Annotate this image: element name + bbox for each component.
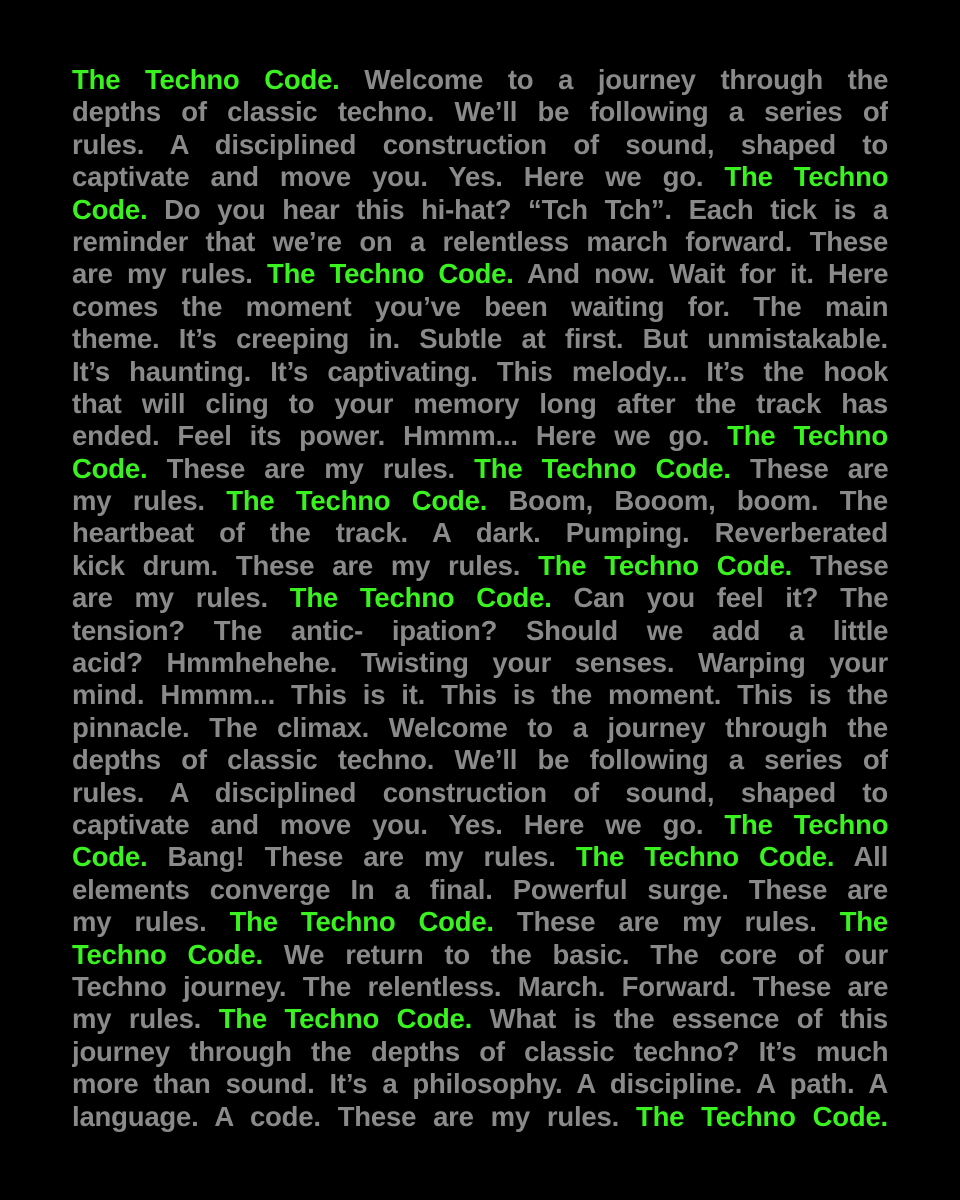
body-text: What is the essence of this [472, 1003, 888, 1035]
text-line [72, 64, 888, 96]
text-line [72, 129, 888, 161]
body-text: These are [730, 452, 888, 484]
text-line [72, 1036, 888, 1068]
highlighted-phrase: The Techno [727, 420, 888, 452]
highlighted-phrase: The Techno Code. [538, 549, 793, 581]
body-text: reminder that we’re on a relentless march forward. These [72, 225, 888, 257]
text-line [72, 582, 888, 614]
body-text: rules. A disciplined construction of sound, shaped to [72, 128, 888, 160]
text-line [72, 777, 888, 809]
text-line [72, 874, 888, 906]
highlighted-phrase: Code. [72, 452, 148, 484]
body-text: Bang! These are my rules. [147, 841, 576, 873]
body-text: depths of classic techno. We’ll be following a series of [72, 744, 888, 776]
highlighted-phrase: The Techno [724, 161, 888, 193]
highlighted-phrase: The [839, 906, 888, 938]
highlighted-phrase: The Techno Code. [218, 1003, 473, 1035]
highlighted-phrase: The Techno Code. [289, 582, 552, 614]
text-line [72, 258, 888, 290]
body-text: These [792, 549, 888, 581]
text-line [72, 226, 888, 258]
text-line [72, 809, 888, 841]
highlighted-phrase: Code. [72, 193, 148, 225]
body-text: my rules. [72, 906, 230, 938]
body-text: are my rules. [72, 582, 290, 614]
body-text: captivate and move you. Yes. Here we go. [72, 808, 725, 840]
text-line [72, 420, 888, 452]
body-text: comes the moment you’ve been waiting for. The main [72, 290, 888, 322]
text-line [72, 485, 888, 517]
highlighted-phrase: Code. [72, 841, 148, 873]
text-line [72, 517, 888, 549]
text-line [72, 939, 888, 971]
body-text: All [834, 841, 888, 873]
body-text: These are my rules. [493, 906, 840, 938]
poster [72, 64, 888, 1136]
text-line [72, 712, 888, 744]
text-line [72, 194, 888, 226]
highlighted-phrase: The Techno Code. [474, 452, 731, 484]
body-text: language. A code. These are my rules. [72, 1100, 636, 1132]
text-line [72, 388, 888, 420]
body-text: Boom, Booom, boom. The [487, 485, 888, 517]
highlighted-phrase: The Techno Code. [229, 906, 494, 938]
body-text: depths of classic techno. We’ll be following a series of [72, 96, 888, 128]
body-text: are my rules. [72, 258, 267, 290]
text-line [72, 1101, 888, 1133]
text-line [72, 453, 888, 485]
text-line [72, 550, 888, 582]
body-text: tension? The antic- ipation? Should we add a little [72, 614, 888, 646]
body-text: Can you feel it? The [551, 582, 888, 614]
body-text: journey through the depths of classic techno? It’s much [72, 1035, 888, 1067]
body-text: captivate and move you. Yes. Here we go. [72, 161, 725, 193]
body-text: And now. Wait for it. Here [513, 258, 888, 290]
text-line [72, 161, 888, 193]
highlighted-phrase: The Techno Code. [226, 485, 488, 517]
body-text: theme. It’s creeping in. Subtle at first. But unmistakable. [72, 323, 888, 355]
body-text: more than sound. It’s a philosophy. A discipline. A path. A [72, 1068, 888, 1100]
manifesto-text-block [72, 64, 888, 1133]
body-text: that will cling to your memory long after the track has [72, 387, 888, 419]
body-text: Welcome to a journey through the [339, 64, 888, 95]
body-text: heartbeat of the track. A dark. Pumping. Reverberated [72, 517, 888, 549]
body-text: Do you hear this hi-hat? “Tch Tch”. Each tick is a [147, 193, 888, 225]
text-line [72, 291, 888, 323]
highlighted-phrase: The Techno Code. [635, 1100, 888, 1132]
text-line [72, 906, 888, 938]
body-text: my rules. [72, 1003, 219, 1035]
text-line [72, 971, 888, 1003]
text-line [72, 647, 888, 679]
body-text: kick drum. These are my rules. [72, 549, 539, 581]
text-line [72, 615, 888, 647]
body-text: Techno journey. The relentless. March. Forward. These are [72, 970, 888, 1002]
body-text: pinnacle. The climax. Welcome to a journey through the [72, 711, 888, 743]
body-text: rules. A disciplined construction of sound, shaped to [72, 776, 888, 808]
text-line [72, 1068, 888, 1100]
highlighted-phrase: The Techno Code. [575, 841, 835, 873]
text-line [72, 1003, 888, 1035]
highlighted-phrase: The Techno Code. [266, 258, 514, 290]
highlighted-phrase: The Techno Code. [72, 64, 340, 95]
body-text: elements converge In a final. Powerful surge. These are [72, 873, 888, 905]
highlighted-phrase: Techno Code. [72, 938, 263, 970]
text-line [72, 679, 888, 711]
body-text: mind. Hmmm... This is it. This is the moment. This is the [72, 679, 888, 711]
body-text: acid? Hmmhehehe. Twisting your senses. Warping your [72, 647, 888, 679]
body-text: These are my rules. [147, 452, 475, 484]
text-line [72, 96, 888, 128]
text-line [72, 323, 888, 355]
body-text: We return to the basic. The core of our [262, 938, 888, 970]
text-line [72, 744, 888, 776]
body-text: ended. Feel its power. Hmmm... Here we go. [72, 420, 728, 452]
body-text: my rules. [72, 485, 227, 517]
body-text: It’s haunting. It’s captivating. This melody... It’s the hook [72, 355, 888, 387]
text-line [72, 841, 888, 873]
highlighted-phrase: The Techno [724, 808, 888, 840]
text-line [72, 356, 888, 388]
